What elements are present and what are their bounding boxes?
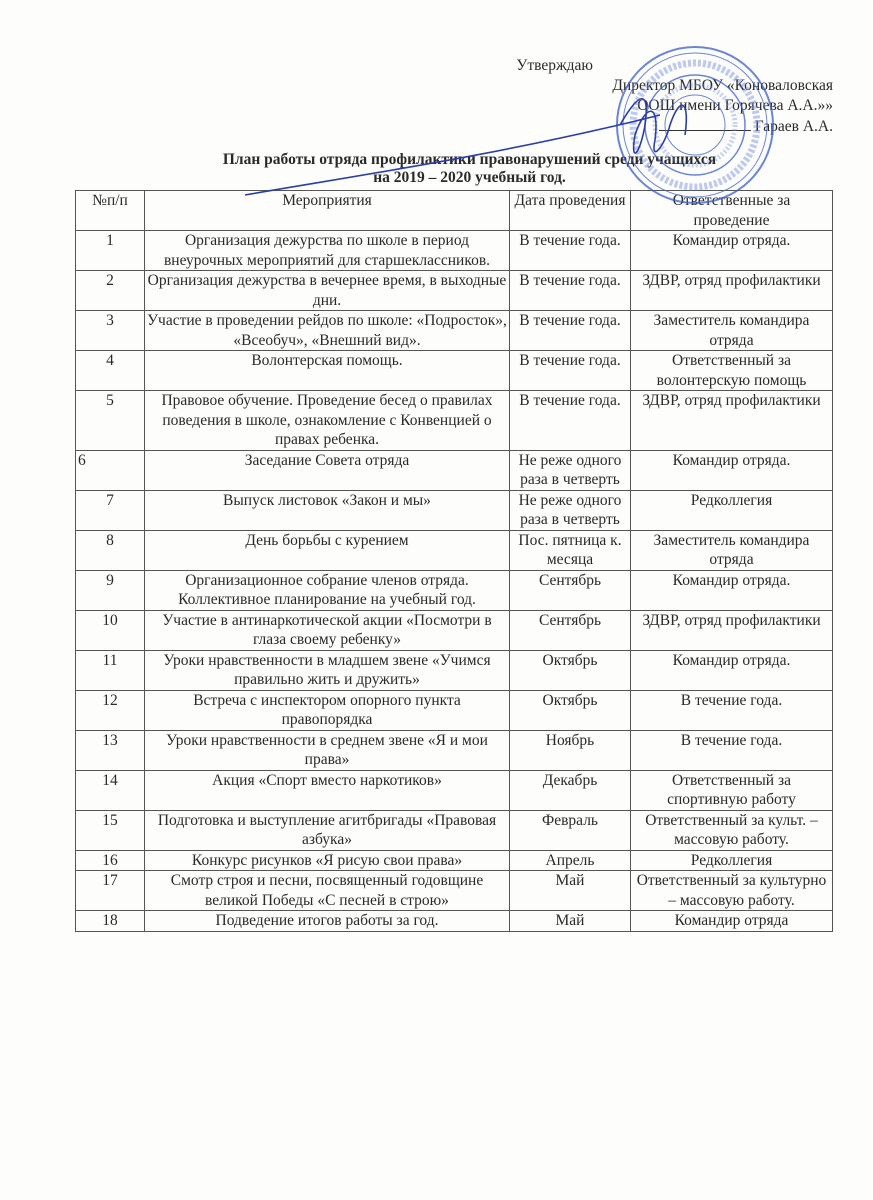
row-responsible: Командир отряда.: [631, 650, 833, 690]
header-date: Дата проведения: [510, 191, 631, 231]
row-number: 10: [76, 610, 145, 650]
table-row: [76, 570, 833, 610]
row-responsible: Редколлегия: [631, 850, 833, 871]
row-date: В течение года.: [510, 351, 631, 391]
table-row: [76, 231, 833, 271]
header-event: Мероприятия: [145, 191, 510, 231]
row-event: Организационное собрание членов отряда. Коллективное планирование на учебный год.: [145, 570, 510, 610]
row-date: Сентябрь: [510, 570, 631, 610]
row-date: Апрель: [510, 850, 631, 871]
row-event: Подведение итогов работы за год.: [145, 911, 510, 932]
row-date: В течение года.: [510, 271, 631, 311]
approval-position: Директор МБОУ «Коноваловская: [612, 77, 833, 94]
row-number: 5: [76, 391, 145, 451]
table-header-row: [76, 191, 833, 231]
table-row: [76, 271, 833, 311]
row-event: Акция «Спорт вместо наркотиков»: [145, 770, 510, 810]
row-date: Не реже одного раза в четверть: [510, 450, 631, 490]
row-number: 18: [76, 911, 145, 932]
row-responsible: Ответственный за волонтерскую помощь: [631, 351, 833, 391]
header-number: №п/п: [76, 191, 145, 231]
row-number: 6: [76, 450, 145, 490]
row-number: 3: [76, 311, 145, 351]
row-number: 14: [76, 770, 145, 810]
row-responsible: Командир отряда.: [631, 570, 833, 610]
row-date: Сентябрь: [510, 610, 631, 650]
row-date: Май: [510, 871, 631, 911]
row-responsible: Заместитель командира отряда: [631, 530, 833, 570]
row-responsible: ЗДВР, отряд профилактики: [631, 271, 833, 311]
row-event: День борьбы с курением: [145, 530, 510, 570]
table-row: [76, 770, 833, 810]
row-number: 2: [76, 271, 145, 311]
table-row: [76, 311, 833, 351]
row-number: 4: [76, 351, 145, 391]
table-row: [76, 530, 833, 570]
row-event: Правовое обучение. Проведение бесед о правилах поведения в школе, ознакомление с Конвенцией о правах ребенка.: [145, 391, 510, 451]
row-number: 7: [76, 490, 145, 530]
row-event: Участие в проведении рейдов по школе: «Подросток», «Всеобуч», «Внешний вид».: [145, 311, 510, 351]
title-line-1: План работы отряда профилактики правонарушений среди учащихся: [222, 151, 717, 168]
row-number: 12: [76, 690, 145, 730]
approval-heading: Утверждаю: [516, 57, 594, 74]
table-row: [76, 650, 833, 690]
row-responsible: В течение года.: [631, 730, 833, 770]
signature-line: [659, 116, 751, 131]
row-event: Заседание Совета отряда: [145, 450, 510, 490]
row-date: Май: [510, 911, 631, 932]
table-row: [76, 911, 833, 932]
row-responsible: ЗДВР, отряд профилактики: [631, 391, 833, 451]
table-row: [76, 490, 833, 530]
table-row: [76, 850, 833, 871]
row-responsible: Командир отряда.: [631, 231, 833, 271]
row-responsible: Заместитель командира отряда: [631, 311, 833, 351]
row-event: Организация дежурства в вечернее время, в выходные дни.: [145, 271, 510, 311]
row-event: Конкурс рисунков «Я рисую свои права»: [145, 850, 510, 871]
row-responsible: Ответственный за спортивную работу: [631, 770, 833, 810]
page-title: [0, 151, 873, 187]
row-date: В течение года.: [510, 231, 631, 271]
row-responsible: Ответственный за культурно – массовую работу.: [631, 871, 833, 911]
table-row: [76, 871, 833, 911]
approval-school: ООШ имени Горячева А.А.»»: [637, 97, 833, 114]
row-responsible: Ответственный за культ. – массовую работу.: [631, 810, 833, 850]
row-number: 13: [76, 730, 145, 770]
approval-signer: Гараев А.А.: [754, 118, 833, 135]
header-responsible: Ответственные за проведение: [631, 191, 833, 231]
row-event: Смотр строя и песни, посвященный годовщине великой Победы «С песней в строю»: [145, 871, 510, 911]
row-event: Встреча с инспектором опорного пункта правопорядка: [145, 690, 510, 730]
row-date: Не реже одного раза в четверть: [510, 490, 631, 530]
row-number: 8: [76, 530, 145, 570]
table-row: [76, 391, 833, 451]
row-date: Пос. пятница к. месяца: [510, 530, 631, 570]
table-row: [76, 351, 833, 391]
row-responsible: Командир отряда.: [631, 450, 833, 490]
row-number: 9: [76, 570, 145, 610]
row-number: 11: [76, 650, 145, 690]
row-responsible: Командир отряда: [631, 911, 833, 932]
plan-table: [75, 190, 833, 932]
approval-block: [516, 56, 833, 137]
row-number: 15: [76, 810, 145, 850]
row-number: 17: [76, 871, 145, 911]
row-date: Октябрь: [510, 650, 631, 690]
row-event: Уроки нравственности в младшем звене «Учимся правильно жить и дружить»: [145, 650, 510, 690]
table-row: [76, 690, 833, 730]
table-row: [76, 730, 833, 770]
table-row: [76, 810, 833, 850]
table-row: [76, 610, 833, 650]
title-line-2: на 2019 – 2020 учебный год.: [373, 169, 566, 186]
row-event: Уроки нравственности в среднем звене «Я и мои права»: [145, 730, 510, 770]
row-date: Ноябрь: [510, 730, 631, 770]
table-row: [76, 450, 833, 490]
row-date: Октябрь: [510, 690, 631, 730]
row-event: Участие в антинаркотической акции «Посмотри в глаза своему ребенку»: [145, 610, 510, 650]
row-date: В течение года.: [510, 391, 631, 451]
row-number: 1: [76, 231, 145, 271]
row-event: Волонтерская помощь.: [145, 351, 510, 391]
row-responsible: Редколлегия: [631, 490, 833, 530]
row-date: В течение года.: [510, 311, 631, 351]
row-responsible: ЗДВР, отряд профилактики: [631, 610, 833, 650]
row-number: 16: [76, 850, 145, 871]
row-event: Выпуск листовок «Закон и мы»: [145, 490, 510, 530]
row-event: Подготовка и выступление агитбригады «Правовая азбука»: [145, 810, 510, 850]
row-date: Февраль: [510, 810, 631, 850]
row-date: Декабрь: [510, 770, 631, 810]
row-responsible: В течение года.: [631, 690, 833, 730]
row-event: Организация дежурства по школе в период внеурочных мероприятий для старшеклассников.: [145, 231, 510, 271]
